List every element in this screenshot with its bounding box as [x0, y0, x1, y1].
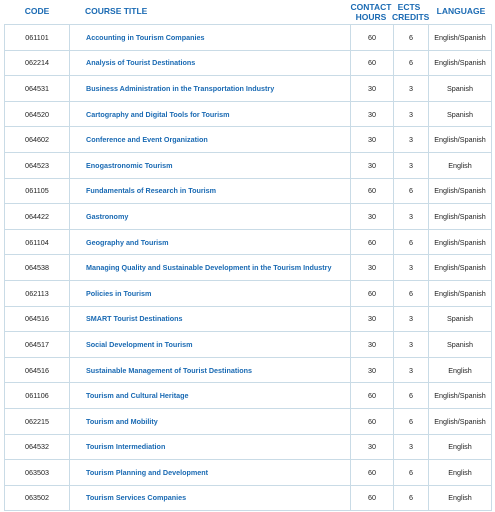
language: English/Spanish: [429, 50, 492, 76]
language: Spanish: [429, 332, 492, 358]
header-course-title: COURSE TITLE: [85, 6, 148, 16]
course-title: Accounting in Tourism Companies: [70, 25, 351, 51]
ects-credits: 6: [394, 50, 429, 76]
contact-hours: 30: [351, 101, 394, 127]
contact-hours: 60: [351, 280, 394, 306]
course-code: 064532: [5, 434, 70, 460]
course-title: Tourism Services Companies: [70, 485, 351, 511]
course-title: Enogastronomic Tourism: [70, 152, 351, 178]
language: English: [429, 357, 492, 383]
ects-credits: 3: [394, 152, 429, 178]
table-row: [5, 434, 492, 460]
course-code: 064531: [5, 76, 70, 102]
course-code: 063502: [5, 485, 70, 511]
course-title: Managing Quality and Sustainable Development in the Tourism Industry: [70, 255, 351, 281]
language: English: [429, 460, 492, 486]
ects-credits: 6: [394, 408, 429, 434]
course-code: 063503: [5, 460, 70, 486]
course-code: 062113: [5, 280, 70, 306]
table-row: [5, 50, 492, 76]
language: English/Spanish: [429, 204, 492, 230]
course-title: Geography and Tourism: [70, 229, 351, 255]
ects-credits: 3: [394, 332, 429, 358]
contact-hours: 30: [351, 127, 394, 153]
course-code: 064538: [5, 255, 70, 281]
ects-credits: 6: [394, 25, 429, 51]
contact-hours: 60: [351, 383, 394, 409]
course-code: 061104: [5, 229, 70, 255]
contact-hours: 60: [351, 460, 394, 486]
course-code: 064520: [5, 101, 70, 127]
language: English/Spanish: [429, 383, 492, 409]
table-row: [5, 408, 492, 434]
table-row: [5, 127, 492, 153]
language: English: [429, 434, 492, 460]
course-code: 061106: [5, 383, 70, 409]
contact-hours: 30: [351, 76, 394, 102]
contact-hours: 30: [351, 332, 394, 358]
course-title: Social Development in Tourism: [70, 332, 351, 358]
table-row: [5, 383, 492, 409]
course-title: Tourism and Mobility: [70, 408, 351, 434]
table-row: [5, 255, 492, 281]
header-code: CODE: [24, 6, 50, 16]
contact-hours: 30: [351, 434, 394, 460]
course-title: Cartography and Digital Tools for Tourism: [70, 101, 351, 127]
course-code: 062214: [5, 50, 70, 76]
table-row: [5, 485, 492, 511]
ects-credits: 6: [394, 460, 429, 486]
language: English: [429, 152, 492, 178]
ects-credits: 6: [394, 485, 429, 511]
ects-credits: 3: [394, 204, 429, 230]
language: English/Spanish: [429, 280, 492, 306]
table-row: [5, 25, 492, 51]
ects-credits: 3: [394, 255, 429, 281]
table-row: [5, 76, 492, 102]
course-title: Tourism and Cultural Heritage: [70, 383, 351, 409]
ects-credits: 3: [394, 76, 429, 102]
course-title: Conference and Event Organization: [70, 127, 351, 153]
course-code: 064516: [5, 357, 70, 383]
language: English/Spanish: [429, 255, 492, 281]
course-title: Analysis of Tourist Destinations: [70, 50, 351, 76]
table-row: [5, 280, 492, 306]
ects-credits: 3: [394, 306, 429, 332]
language: English: [429, 485, 492, 511]
table-row: [5, 306, 492, 332]
language: Spanish: [429, 101, 492, 127]
table-row: [5, 332, 492, 358]
course-code: 064422: [5, 204, 70, 230]
ects-credits: 6: [394, 229, 429, 255]
course-title: Gastronomy: [70, 204, 351, 230]
course-title: Policies in Tourism: [70, 280, 351, 306]
header-ects-credits: ECTS CREDITS: [392, 2, 430, 22]
ects-credits: 3: [394, 357, 429, 383]
header-contact-hours: CONTACT HOURS: [350, 2, 392, 22]
contact-hours: 30: [351, 152, 394, 178]
course-code: 064517: [5, 332, 70, 358]
ects-credits: 6: [394, 383, 429, 409]
contact-hours: 30: [351, 255, 394, 281]
table-row: [5, 229, 492, 255]
course-code: 061105: [5, 178, 70, 204]
course-title: Fundamentals of Research in Tourism: [70, 178, 351, 204]
contact-hours: 60: [351, 25, 394, 51]
course-title: Sustainable Management of Tourist Destinations: [70, 357, 351, 383]
course-code: 064523: [5, 152, 70, 178]
course-code: 064516: [5, 306, 70, 332]
contact-hours: 30: [351, 306, 394, 332]
course-code: 064602: [5, 127, 70, 153]
ects-credits: 3: [394, 101, 429, 127]
ects-credits: 6: [394, 178, 429, 204]
contact-hours: 60: [351, 485, 394, 511]
language: Spanish: [429, 306, 492, 332]
contact-hours: 60: [351, 178, 394, 204]
contact-hours: 60: [351, 50, 394, 76]
language: English/Spanish: [429, 178, 492, 204]
table-row: [5, 357, 492, 383]
table-row: [5, 101, 492, 127]
contact-hours: 30: [351, 357, 394, 383]
table-row: [5, 152, 492, 178]
course-title: SMART Tourist Destinations: [70, 306, 351, 332]
language: English/Spanish: [429, 229, 492, 255]
ects-credits: 3: [394, 434, 429, 460]
language: English/Spanish: [429, 25, 492, 51]
course-table: [4, 24, 492, 511]
course-title: Tourism Intermediation: [70, 434, 351, 460]
language: Spanish: [429, 76, 492, 102]
course-table-body: [5, 25, 492, 511]
contact-hours: 60: [351, 408, 394, 434]
course-code: 061101: [5, 25, 70, 51]
ects-credits: 6: [394, 280, 429, 306]
table-header: [0, 0, 495, 25]
language: English/Spanish: [429, 127, 492, 153]
header-language: LANGUAGE: [436, 6, 486, 16]
course-code: 062215: [5, 408, 70, 434]
ects-credits: 3: [394, 127, 429, 153]
table-row: [5, 204, 492, 230]
course-title: Business Administration in the Transportation Industry: [70, 76, 351, 102]
language: English/Spanish: [429, 408, 492, 434]
table-row: [5, 178, 492, 204]
contact-hours: 60: [351, 229, 394, 255]
contact-hours: 30: [351, 204, 394, 230]
table-row: [5, 460, 492, 486]
course-title: Tourism Planning and Development: [70, 460, 351, 486]
